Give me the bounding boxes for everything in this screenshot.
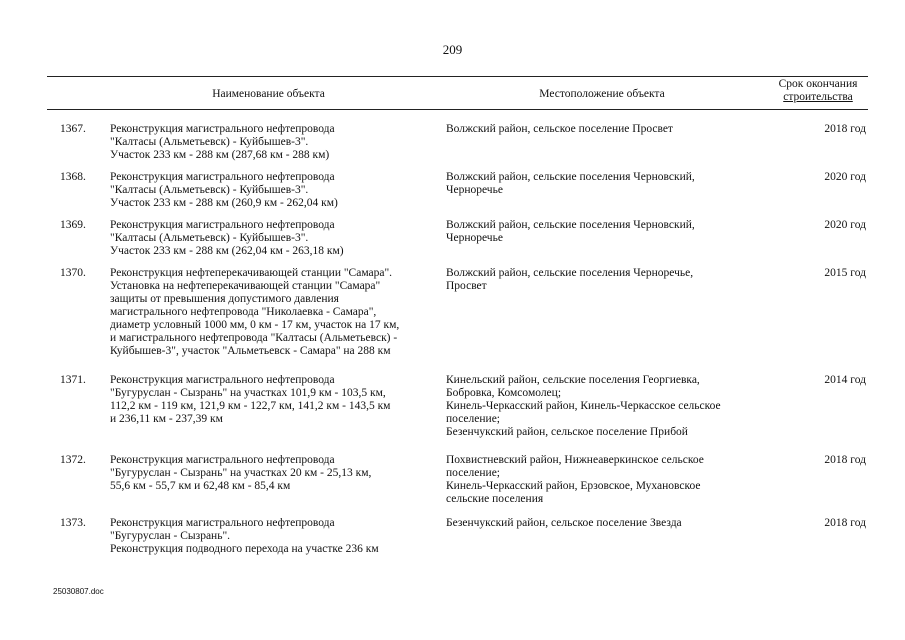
header-object-name: Наименование объекта xyxy=(212,88,325,100)
header-term-line1: Срок окончания xyxy=(778,78,858,90)
row-location: Похвистневский район, Нижнеаверкинское сельское поселение; Кинель-Черкасский район, Ерзовское, Мухановское сельские поселения xyxy=(446,454,704,505)
row-object-name: Реконструкция магистрального нефтепровода "Калтасы (Альметьевск) - Куйбышев-3". Участок 233 км - 288 км (262,04 км - 263,18 км) xyxy=(110,219,344,257)
document-footer-filename: 25030807.doc xyxy=(53,587,104,596)
row-number: 1372. xyxy=(60,454,86,466)
header-completion-term xyxy=(766,78,870,104)
row-number: 1370. xyxy=(60,267,86,279)
row-term: 2018 год xyxy=(824,454,866,466)
row-term: 2020 год xyxy=(824,171,866,183)
row-object-name: Реконструкция магистрального нефтепровода "Бугуруслан - Сызрань". Реконструкция подводного перехода на участке 236 км xyxy=(110,517,379,555)
row-location: Волжский район, сельские поселения Черноречье, Просвет xyxy=(446,267,694,292)
row-number: 1367. xyxy=(60,123,86,135)
row-term: 2018 год xyxy=(824,123,866,135)
row-location: Кинельский район, сельские поселения Георгиевка, Бобровка, Комсомолец; Кинель-Черкасский район, Кинель-Черкасское сельское поселение; Безенчукский район, сельское поселение Прибой xyxy=(446,374,721,438)
table-top-rule xyxy=(47,76,868,77)
row-term: 2014 год xyxy=(824,374,866,386)
row-location: Волжский район, сельские поселения Черновский, Черноречье xyxy=(446,219,695,244)
row-term: 2018 год xyxy=(824,517,866,529)
header-term-line2: строительства xyxy=(783,91,853,103)
row-object-name: Реконструкция магистрального нефтепровода "Калтасы (Альметьевск) - Куйбышев-3". Участок 233 км - 288 км (287,68 км - 288 км) xyxy=(110,123,335,161)
row-number: 1371. xyxy=(60,374,86,386)
row-object-name: Реконструкция магистрального нефтепровода "Бугуруслан - Сызрань" на участках 101,9 км - 103,5 км, 112,2 км - 119 км, 121,9 км - 122,7 км, 141,2 км - 143,5 км и 236,11 км - 237,39 км xyxy=(110,374,391,425)
row-number: 1373. xyxy=(60,517,86,529)
row-location: Волжский район, сельские поселения Черновский, Черноречье xyxy=(446,171,695,196)
row-object-name: Реконструкция магистрального нефтепровода "Калтасы (Альметьевск) - Куйбышев-3". Участок 233 км - 288 км (260,9 км - 262,04 км) xyxy=(110,171,338,209)
header-object-location: Местоположение объекта xyxy=(539,88,665,100)
row-location: Волжский район, сельское поселение Просвет xyxy=(446,123,673,135)
row-term: 2015 год xyxy=(824,267,866,279)
row-location: Безенчукский район, сельское поселение Звезда xyxy=(446,517,682,529)
row-number: 1369. xyxy=(60,219,86,231)
row-object-name: Реконструкция нефтеперекачивающей станции "Самара". Установка на нефтеперекачивающей станции "Самара" защиты от превышения допустимого давления магистрального нефтепровода "Николаевка - Самара", диаметр условный 1000 мм, 0 км - 17 км, участок на 17 км, и магистрального нефтепровода "Калтасы (Альметьевск) - Куйбышев-3", участок "Альметьевск - Самара" на 288 км xyxy=(110,267,400,357)
row-term: 2020 год xyxy=(824,219,866,231)
table-header-rule xyxy=(47,109,868,110)
row-number: 1368. xyxy=(60,171,86,183)
row-object-name: Реконструкция магистрального нефтепровода "Бугуруслан - Сызрань" на участках 20 км - 25,13 км, 55,6 км - 55,7 км и 62,48 км - 85,4 км xyxy=(110,454,372,492)
page-number: 209 xyxy=(442,42,463,57)
